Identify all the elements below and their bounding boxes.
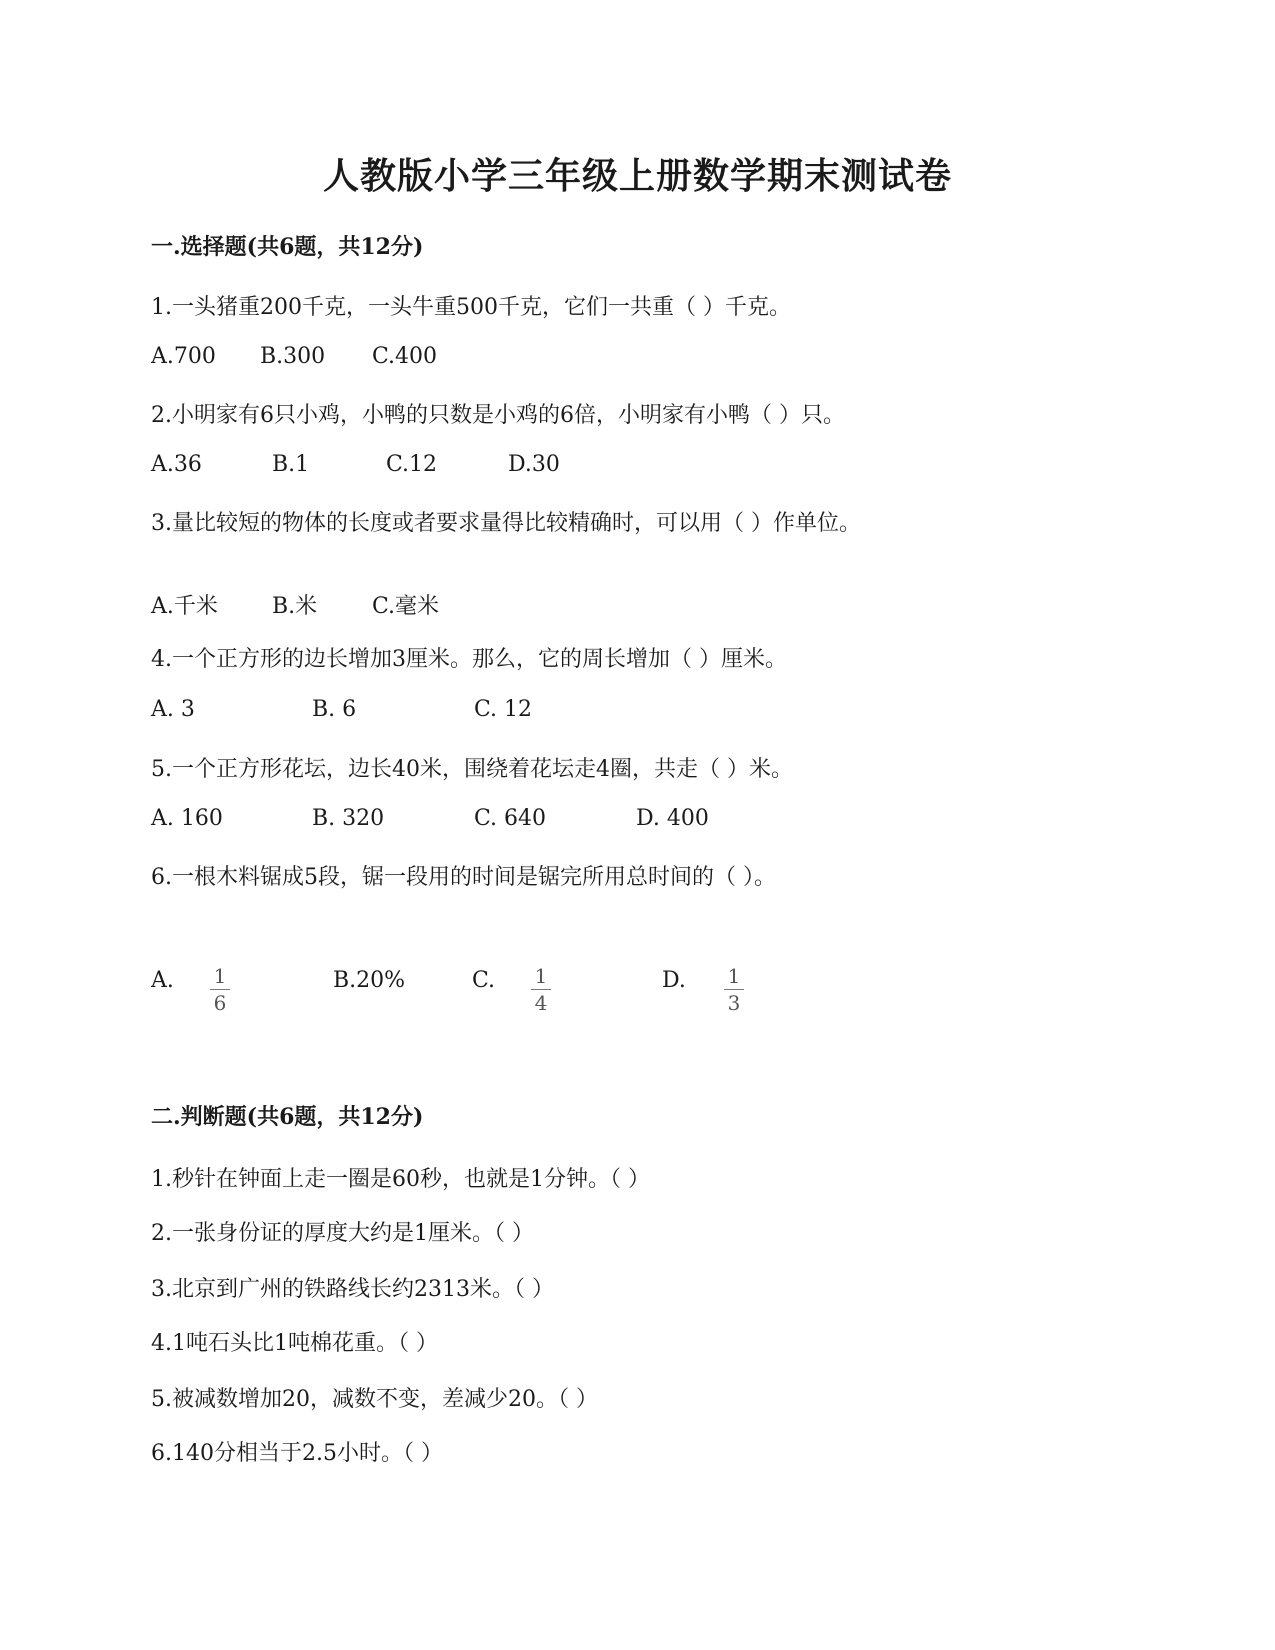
option-d: D. 400	[636, 806, 709, 831]
question-1-text: 1.一头猪重200千克，一头牛重500千克，它们一共重（ ）千克。	[151, 295, 791, 320]
judgement-5-text: 5.被减数增加20，减数不变，差减少20。（ ）	[151, 1387, 598, 1412]
option-c: C. 12	[474, 697, 533, 722]
fraction-numerator: 1	[534, 964, 548, 988]
fraction-bar	[210, 989, 230, 990]
option-a: A. 3	[151, 697, 195, 722]
option-b: B.300	[260, 344, 326, 369]
option-c: C.毫米	[372, 594, 440, 619]
option-b: B.米	[272, 594, 318, 619]
question-1-options	[0, 344, 1275, 384]
judgement-3-text: 3.北京到广州的铁路线长约2313米。（ ）	[151, 1277, 554, 1302]
fraction-denominator: 4	[534, 991, 548, 1015]
section-heading-choice: 一.选择题(共6题，共12分)	[151, 234, 424, 260]
option-a: A. 160	[151, 806, 223, 831]
fraction-bar	[531, 989, 551, 990]
option-a: A.千米	[151, 594, 218, 619]
question-2-options	[0, 452, 1275, 492]
document-title: 人教版小学三年级上册数学期末测试卷	[322, 155, 952, 197]
question-6-text: 6.一根木料锯成5段，锯一段用的时间是锯完所用总时间的（ ）。	[151, 865, 776, 890]
fraction-numerator: 1	[727, 964, 741, 988]
option-b: B. 6	[312, 697, 357, 722]
fraction-bar	[724, 989, 744, 990]
fraction-numerator: 1	[213, 964, 227, 988]
question-2-text: 2.小明家有6只小鸡，小鸭的只数是小鸡的6倍，小明家有小鸭（ ）只。	[151, 403, 845, 428]
judgement-4-text: 4.1吨石头比1吨棉花重。（ ）	[151, 1331, 438, 1356]
fraction-one-third	[722, 966, 746, 1013]
option-a: A.36	[151, 452, 202, 477]
question-5-text: 5.一个正方形花坛，边长40米，围绕着花坛走4圈，共走（ ）米。	[151, 757, 793, 782]
judgement-1-text: 1.秒针在钟面上走一圈是60秒，也就是1分钟。（ ）	[151, 1167, 650, 1192]
question-5-options	[0, 806, 1275, 846]
fraction-denominator: 6	[213, 991, 227, 1015]
option-c: C.	[472, 968, 496, 993]
option-b: B.20%	[333, 968, 406, 993]
judgement-6-text: 6.140分相当于2.5小时。（ ）	[151, 1441, 443, 1466]
question-4-text: 4.一个正方形的边长增加3厘米。那么，它的周长增加（ ）厘米。	[151, 647, 787, 672]
judgement-2-text: 2.一张身份证的厚度大约是1厘米。（ ）	[151, 1221, 534, 1246]
section-heading-judgement: 二.判断题(共6题，共12分)	[151, 1104, 424, 1130]
option-c: C. 640	[474, 806, 547, 831]
option-b: B.1	[272, 452, 310, 477]
question-4-options	[0, 697, 1275, 737]
option-c: C.400	[372, 344, 438, 369]
question-3-text: 3.量比较短的物体的长度或者要求量得比较精确时，可以用（ ）作单位。	[151, 511, 861, 536]
question-6-options	[0, 964, 1275, 1008]
option-a: A.700	[151, 344, 216, 369]
option-c: C.12	[386, 452, 438, 477]
option-a: A.	[151, 968, 174, 993]
fraction-denominator: 3	[727, 991, 741, 1015]
fraction-one-quarter	[529, 966, 553, 1013]
option-d: D.	[662, 968, 686, 993]
option-d: D.30	[508, 452, 560, 477]
option-b: B. 320	[312, 806, 385, 831]
fraction-one-sixth	[208, 966, 232, 1013]
question-3-options	[0, 589, 1275, 629]
